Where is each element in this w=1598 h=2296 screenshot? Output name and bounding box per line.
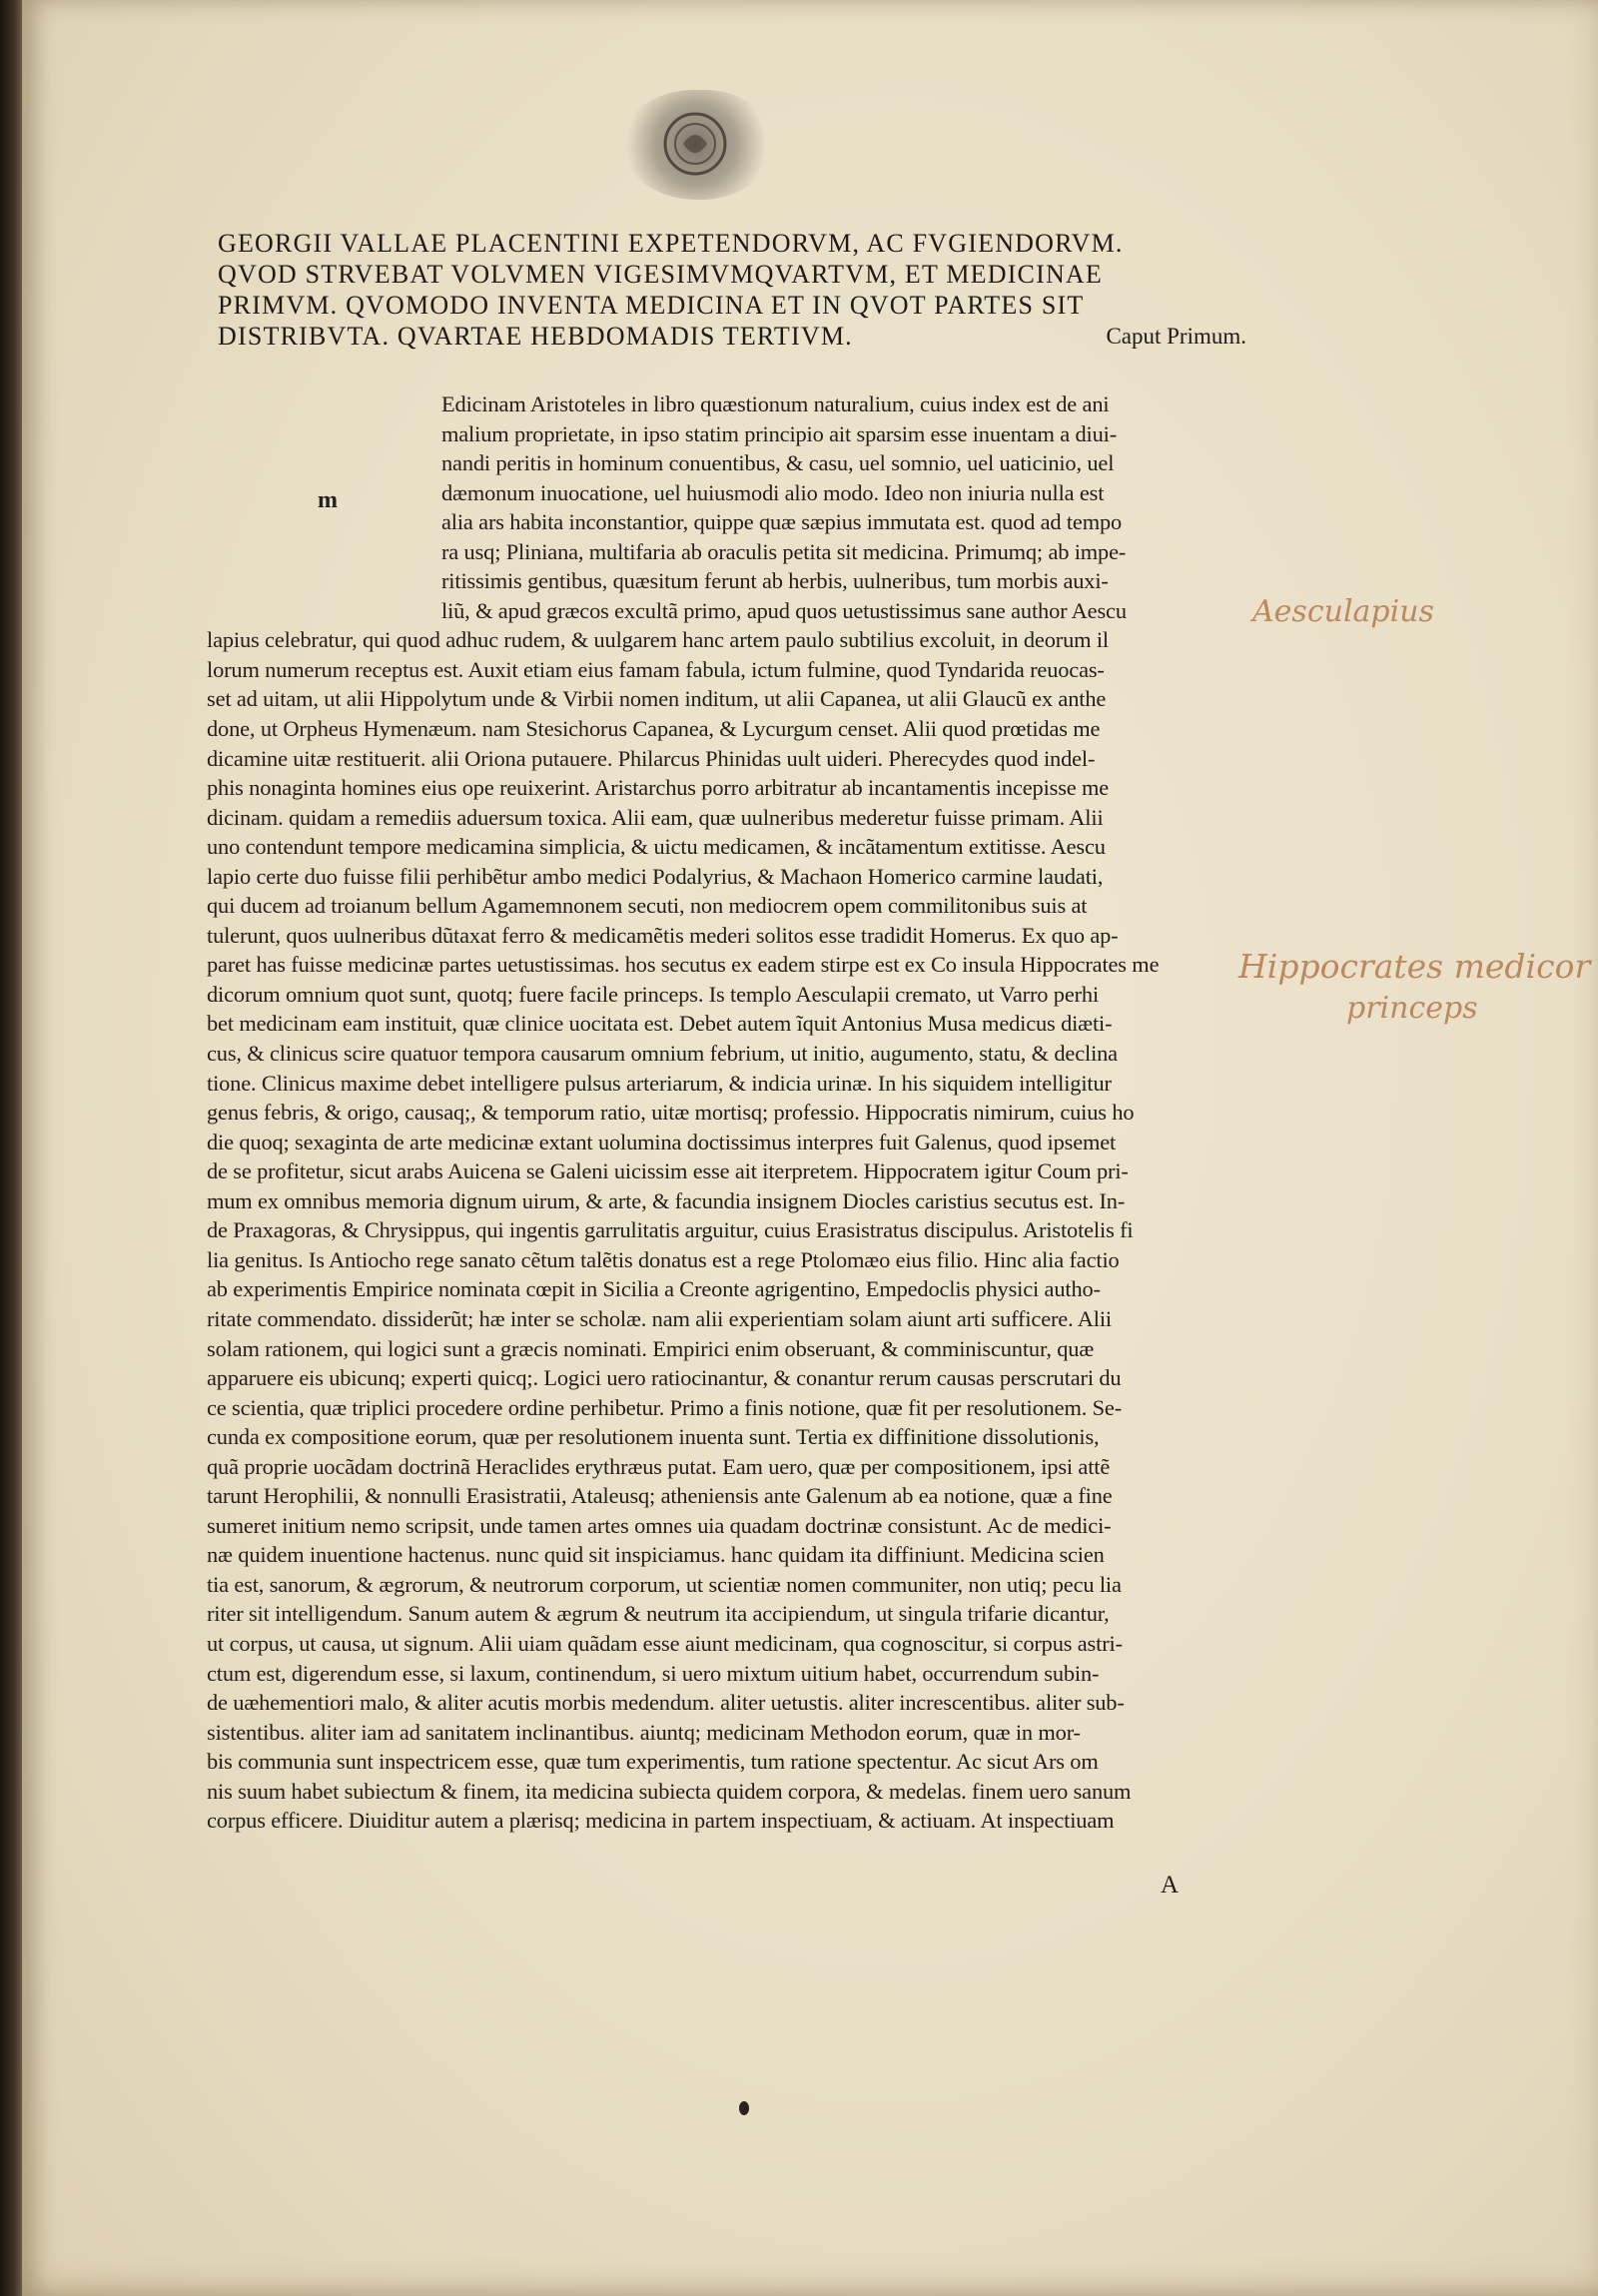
text-line: ctum est, digerendum esse, si laxum, continendum, si uero mixtum uitium habet, occurrendum subin- bbox=[207, 1660, 1100, 1686]
library-stamp-icon bbox=[655, 104, 735, 184]
text-line: genus febris, & origo, causaq;, & temporum ratio, uitæ mortisq; professio. Hippocratis nimirum, cuius ho bbox=[207, 1100, 1135, 1126]
text-line: corpus efficere. Diuiditur autem a plærisq; medicina in partem inspectiuam, & actiuam. At inspectiuam bbox=[207, 1808, 1115, 1834]
text-line: mum ex omnibus memoria dignum uirum, & arte, & facundia insignem Diocles caristius secutus est. In- bbox=[207, 1187, 1126, 1213]
text-line: alia ars habita inconstantior, quippe quæ sæpius immutata est. quod ad tempo bbox=[441, 509, 1123, 535]
heading-line: PRIMVM. QVOMODO INVENTA MEDICINA ET IN QVOT PARTES SIT bbox=[218, 291, 1085, 320]
signature-mark: A bbox=[1161, 1872, 1180, 1899]
text-line: malium proprietate, in ipso statim principio ait sparsim esse inuentam a diui- bbox=[441, 420, 1118, 446]
text-line: apparuere eis ubicunq; experti quicq;. Logici uero ratiocinantur, & conantur rerum causas perscrutari du bbox=[207, 1365, 1122, 1391]
text-line: dicinam. quidam a remediis aduersum toxica. Alii eam, quæ uulneribus mederetur fuisse primam. Alii bbox=[207, 804, 1104, 830]
text-line: tia est, sanorum, & ægrorum, & neutrorum corporum, ut scientiæ nomen communiter, non utiq; pecu lia bbox=[207, 1571, 1122, 1597]
text-line: ra usq; Pliniana, multifaria ab oraculis petita sit medicina. Primumq; ab impe- bbox=[441, 538, 1127, 564]
text-line: ritate commendato. dissiderũt; hæ inter se scholæ. nam alii experientiam solam aiunt arti sufficere. Alii bbox=[207, 1305, 1112, 1331]
text-line: bis communia sunt inspectricem esse, quæ tum experimentis, tum ratione spectentur. Ac sicut Ars om bbox=[207, 1749, 1099, 1775]
text-line: Edicinam Aristoteles in libro quæstionum naturalium, cuius index est de ani bbox=[441, 391, 1110, 416]
text-line: dæmonum inuocatione, uel huiusmodi alio modo. Ideo non iniuria nulla est bbox=[441, 479, 1105, 505]
text-line: riter sit intelligendum. Sanum autem & ægrum & neutrum ita accipiendum, ut singula trifarie dicantur, bbox=[207, 1601, 1110, 1627]
text-line: tulerunt, quos uulneribus dũtaxat ferro & medicamẽtis mederi solitos esse tradidit Homerus. Ex quo ap- bbox=[207, 922, 1119, 948]
text-line: cus, & clinicus scire quatuor tempora causarum omnium febrium, ut initio, augumento, statu, & declina bbox=[207, 1041, 1118, 1067]
heading-line: QVOD STRVEBAT VOLVMEN VIGESIMVMQVARTVM, ET MEDICINAE bbox=[218, 260, 1103, 289]
text-line: lorum numerum receptus est. Auxit etiam eius famam fabula, ictum fulmine, quod Tyndarida reuocas- bbox=[207, 656, 1105, 682]
text-line: solam rationem, qui logici sunt a græcis nominati. Empirici enim obseruant, & comminiscuntur, quæ bbox=[207, 1335, 1095, 1361]
text-line: lia genitus. Is Antiocho rege sanato cẽtum talẽtis donatus est a rege Ptolomæo eius filio. Hinc alia factio bbox=[207, 1246, 1120, 1272]
text-line: cunda ex compositione eorum, quæ per resolutionem inuenta sunt. Tertia ex diffinitione dissolutionis, bbox=[207, 1424, 1100, 1450]
text-line: ritissimis gentibus, quæsitum ferunt ab herbis, uulneribus, tum morbis auxi- bbox=[441, 568, 1109, 594]
text-line: lapio certe duo fuisse filii perhibẽtur ambo medici Podalyrius, & Machaon Homerico carmine laudati, bbox=[207, 863, 1104, 889]
caput-label: Caput Primum. bbox=[1106, 324, 1246, 349]
drop-initial-guide: m bbox=[318, 487, 338, 513]
text-line: sumeret initium nemo scripsit, unde tamen artes omnes uia quadam doctrinæ consistunt. Ac de medici- bbox=[207, 1512, 1112, 1538]
ink-dot bbox=[739, 2101, 749, 2115]
text-line: ce scientia, quæ triplici procedere ordine perhibetur. Primo a finis notione, quæ fit per resolutionem. Se- bbox=[207, 1394, 1123, 1420]
text-line: ab experimentis Empirice nominata cœpit in Sicilia a Creonte agrigentino, Empedoclis physici autho- bbox=[207, 1276, 1101, 1302]
text-line: dicorum omnium quot sunt, quotq; fuere facile princeps. Is templo Aesculapii cremato, ut Varro perhi bbox=[207, 981, 1100, 1007]
text-line: die quoq; sexaginta de arte medicinæ extant uolumina doctissimus interpres fuit Galenus, quod ipsemet bbox=[207, 1129, 1117, 1154]
heading-line: GEORGII VALLAE PLACENTINI EXPETENDORVM, AC FVGIENDORVM. bbox=[218, 229, 1124, 258]
text-line: dicamine uitæ restituerit. alii Oriona putauere. Philarcus Phinidas uult uideri. Pherecydes quod indel- bbox=[207, 745, 1096, 771]
text-line: ut corpus, ut causa, ut signum. Alii uiam quãdam esse aiunt medicinam, qua cognoscitur, si corpus astri- bbox=[207, 1630, 1123, 1656]
text-line: de se profitetur, sicut arabs Auicena se Galeni uicissim esse ait iterpretem. Hippocratem igitur Coum pri- bbox=[207, 1158, 1129, 1184]
text-line: qui ducem ad troianum bellum Agamemnonem secuti, non mediocrem opem commilitonibus suis at bbox=[207, 893, 1088, 919]
text-line: set ad uitam, ut alii Hippolytum unde & Virbii nomen inditum, ut alii Capanea, ut alii Glaucũ ex anthe bbox=[207, 686, 1107, 712]
text-line: de Praxagoras, & Chrysippus, qui ingentis garrulitatis arguitur, cuius Erasistratus discipulus. Aristotelis fi bbox=[207, 1217, 1134, 1243]
text-line: lapius celebratur, qui quod adhuc rudem, & uulgarem hanc artem paulo subtilius excoluit, in deorum il bbox=[207, 627, 1109, 653]
heading-line-last bbox=[218, 321, 1246, 352]
marginal-note-hippocrates: Hippocrates medicor bbox=[1238, 947, 1591, 986]
text-line: phis nonaginta homines eius ope reuixerint. Aristarchus porro arbitratur ab incantamentis incepisse me bbox=[207, 775, 1110, 801]
text-line: paret has fuisse medicinæ partes uetustissimas. hos secutus ex eadem stirpe est ex Co insula Hippocrates me bbox=[207, 952, 1160, 978]
heading-line: DISTRIBVTA. QVARTAE HEBDOMADIS TERTIVM. bbox=[218, 322, 853, 351]
body-text bbox=[207, 389, 1225, 1836]
book-binding bbox=[0, 0, 22, 2296]
text-line: tione. Clinicus maxime debet intelligere pulsus arteriarum, & indicia urinæ. In his siquidem intelligitur bbox=[207, 1070, 1112, 1096]
text-line: de uæhementiori malo, & aliter acutis morbis medendum. aliter uetustis. aliter increscentibus. aliter sub- bbox=[207, 1690, 1125, 1716]
text-line: bet medicinam eam instituit, quæ clinice uocitata est. Debet autem ĩquit Antonius Musa medicus diæti- bbox=[207, 1011, 1113, 1037]
chapter-heading bbox=[218, 228, 1246, 352]
paper-page bbox=[22, 0, 1598, 2296]
text-line: næ quidem inuentione hactenus. nunc quid sit inspiciamus. hanc quidam ita diffiniunt. Medicina scien bbox=[207, 1542, 1105, 1568]
text-line: quã proprie uocãdam doctrinã Heraclides erythræus putat. Eam uero, quæ per compositionem, ipsi attẽ bbox=[207, 1453, 1111, 1479]
text-line: uno contendunt tempore medicamina simplicia, & uictu medicamen, & incãtamentum extitisse. Aescu bbox=[207, 834, 1106, 860]
text-line: done, ut Orpheus Hymenæum. nam Stesichorus Capanea, & Lycurgum censet. Alii quod prœtidas me bbox=[207, 716, 1101, 742]
marginal-note-aesculapius: Aesculapius bbox=[1252, 594, 1434, 629]
text-line: tarunt Herophilii, & nonnulli Erasistratii, Ataleusq; atheniensis ante Galenum ab ea notione, quæ a fine bbox=[207, 1483, 1113, 1509]
text-line: sistentibus. aliter iam ad sanitatem inclinantibus. aiuntq; medicinam Methodon eorum, quæ in mor- bbox=[207, 1719, 1081, 1745]
text-line: nandi peritis in hominum conuentibus, & casu, uel somnio, uel uaticinio, uel bbox=[441, 450, 1115, 476]
text-line: liũ, & apud græcos excultã primo, apud quos uetustissimus sane author Aescu bbox=[441, 597, 1127, 623]
text-line: nis suum habet subiectum & finem, ita medicina subiecta quidem corpora, & medelas. finem uero sanum bbox=[207, 1778, 1132, 1804]
marginal-note-princeps: princeps bbox=[1346, 991, 1478, 1026]
